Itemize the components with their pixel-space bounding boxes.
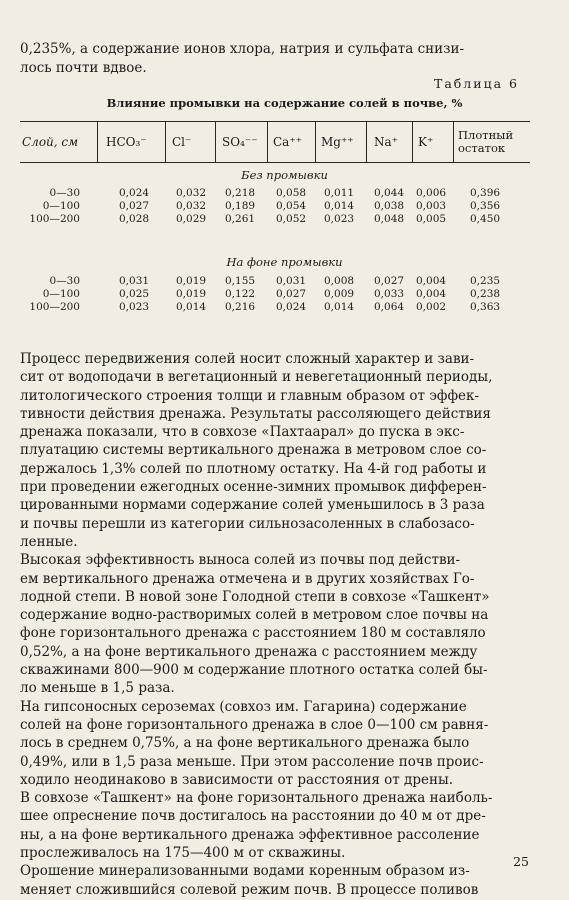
table-cell: 0,023 xyxy=(119,301,150,313)
table-cell: 0,450 xyxy=(470,213,501,225)
section-label-with-washing: На фоне промывки xyxy=(226,255,343,269)
text-line: шее опреснение почв достигалось на расстоянии до 40 м от дре- xyxy=(20,808,486,825)
table-cell: 0,029 xyxy=(176,213,207,225)
text-line: 0,49%, или в 1,5 раза меньше. При этом рассоление почв проис- xyxy=(20,753,484,770)
column-na xyxy=(374,187,404,226)
table-cell: 0—100 xyxy=(42,200,80,212)
table-cell: 0,261 xyxy=(225,213,256,225)
column-ca xyxy=(276,275,306,314)
column-na xyxy=(374,275,404,314)
table-cell: 0,031 xyxy=(276,275,307,287)
table-cell: 0,006 xyxy=(416,187,447,199)
column-dry-residue xyxy=(470,187,500,226)
column-cl xyxy=(176,275,206,314)
column-header-cl: Cl⁻ xyxy=(172,135,192,149)
text-line: сит от водоподачи в вегетационный и невегетационный периоды, xyxy=(20,369,493,386)
section-label-no-washing: Без промывки xyxy=(241,168,328,182)
text-line: тивности действия дренажа. Результаты рассоляющего действия xyxy=(20,405,491,422)
table-cell: 0,014 xyxy=(324,301,355,313)
column-header-so4: SO₄⁻⁻ xyxy=(222,135,258,149)
table-cell: 0,014 xyxy=(176,301,207,313)
page-number: 25 xyxy=(513,854,529,869)
text-line: при проведении ежегодных осенне-зимних промывок дифферен- xyxy=(20,479,487,496)
table-cell: 0,019 xyxy=(176,288,207,300)
table-cell: 0,024 xyxy=(276,301,307,313)
text-line: ходило неодинаково в зависимости от расстояния от дрены. xyxy=(20,771,453,788)
table-cell: 0,032 xyxy=(176,187,207,199)
table-cell: 0,363 xyxy=(470,301,501,313)
text-line: прослеживалось на 175—400 м от скважины. xyxy=(20,845,346,862)
table-number: Таблица 6 xyxy=(433,76,519,91)
table-cell: 0,122 xyxy=(225,288,256,300)
column-divider xyxy=(215,122,216,162)
column-header-k: K⁺ xyxy=(418,135,434,149)
text-line: 0,52%, а на фоне вертикального дренажа с расстоянием между xyxy=(20,643,478,660)
text-line: держалось 1,3% солей по плотному остатку. На 4-й год работы и xyxy=(20,460,487,477)
column-k xyxy=(416,275,446,314)
table-cell: 0,064 xyxy=(374,301,405,313)
table-cell: 0,024 xyxy=(119,187,150,199)
table-cell: 0,019 xyxy=(176,275,207,287)
text-line: 0,235%, а содержание ионов хлора, натрия и сульфата снизи- xyxy=(20,41,465,57)
column-hco3 xyxy=(119,275,149,314)
column-mg xyxy=(324,275,354,314)
table-cell: 100—200 xyxy=(29,213,80,225)
table-cell: 0,011 xyxy=(324,187,355,199)
text-line: ло меньше в 1,5 раза. xyxy=(20,680,175,697)
text-line: В совхозе «Ташкент» на фоне горизонтального дренажа наиболь- xyxy=(20,790,493,807)
text-line: скважинами 800—900 м содержание плотного остатка солей бы- xyxy=(20,662,488,679)
column-so4 xyxy=(225,187,255,226)
table-title: Влияние промывки на содержание солей в почве, % xyxy=(106,96,463,110)
table-cell: 0,218 xyxy=(225,187,256,199)
table-cell: 0,396 xyxy=(470,187,501,199)
table-cell: 0,027 xyxy=(276,288,307,300)
table-header-rule xyxy=(20,162,530,163)
column-divider xyxy=(97,122,98,162)
text-line: содержание водно-растворимых солей в метровом слое почвы на xyxy=(20,607,489,624)
column-layer xyxy=(20,275,80,314)
table-cell: 0,052 xyxy=(276,213,307,225)
column-layer xyxy=(20,187,80,226)
text-line: ны, а на фоне вертикального дренажа эффективное рассоление xyxy=(20,826,480,843)
table-cell: 0—100 xyxy=(42,288,80,300)
table-cell: 0,044 xyxy=(374,187,405,199)
table-cell: 0,005 xyxy=(416,213,447,225)
table-cell: 0,027 xyxy=(374,275,405,287)
table-cell: 0,038 xyxy=(374,200,405,212)
table-cell: 0,014 xyxy=(324,200,355,212)
column-divider xyxy=(165,122,166,162)
text-line: Высокая эффективность выноса солей из почвы под действи- xyxy=(20,552,461,569)
body-text xyxy=(20,350,532,899)
column-header-hco3: HCO₃⁻ xyxy=(106,135,147,149)
table-cell: 0,031 xyxy=(119,275,150,287)
text-line: меняет сложившийся солевой режим почв. В процессе поливов xyxy=(20,881,479,898)
table-cell: 0,033 xyxy=(374,288,405,300)
text-line: Орошение минерализованными водами коренным образом из- xyxy=(20,863,470,880)
table-cell: 0,008 xyxy=(324,275,355,287)
table-cell: 0,155 xyxy=(225,275,256,287)
table-cell: 100—200 xyxy=(29,301,80,313)
text-line: и почвы перешли из категории сильнозасоленных в слабозасо- xyxy=(20,515,475,532)
table-cell: 0,009 xyxy=(324,288,355,300)
table-cell: 0,027 xyxy=(119,200,150,212)
table-cell: 0,023 xyxy=(324,213,355,225)
table-cell: 0,003 xyxy=(416,200,447,212)
table-cell: 0,058 xyxy=(276,187,307,199)
text-line: лось в среднем 0,75%, а на фоне вертикального дренажа было xyxy=(20,735,470,752)
table-cell: 0,048 xyxy=(374,213,405,225)
table-cell: 0,054 xyxy=(276,200,307,212)
text-line: дренажа показали, что в совхозе «Пахтаарал» до пуска в экс- xyxy=(20,424,465,441)
text-line: литологического строения толщи и главным образом от эффек- xyxy=(20,387,479,404)
text-line: плуатацию системы вертикального дренажа в метровом слое со- xyxy=(20,442,487,459)
text-line: лось почти вдвое. xyxy=(20,60,147,76)
table-cell: 0,189 xyxy=(225,200,256,212)
table-cell: 0—30 xyxy=(49,275,80,287)
table-cell: 0,216 xyxy=(225,301,256,313)
table-cell: 0,032 xyxy=(176,200,207,212)
column-mg xyxy=(324,187,354,226)
column-divider xyxy=(412,122,413,162)
intro-paragraph xyxy=(20,40,530,78)
table-cell: 0,238 xyxy=(470,288,501,300)
table-cell: 0,004 xyxy=(416,288,447,300)
column-divider xyxy=(315,122,316,162)
text-line: солей на фоне горизонтального дренажа в слое 0—100 см равня- xyxy=(20,716,489,733)
column-k xyxy=(416,187,446,226)
column-cl xyxy=(176,187,206,226)
column-divider xyxy=(267,122,268,162)
text-line: лодной степи. В новой зоне Голодной степи в совхозе «Ташкент» xyxy=(20,588,490,605)
column-so4 xyxy=(225,275,255,314)
table-cell: 0,002 xyxy=(416,301,447,313)
text-line: ленные. xyxy=(20,533,78,550)
text-line: ем вертикального дренажа отмечена и в других хозяйствах Го- xyxy=(20,570,475,587)
column-header-layer: Слой, см xyxy=(22,135,79,149)
column-dry-residue xyxy=(470,275,500,314)
table-cell: 0,235 xyxy=(470,275,501,287)
table-cell: 0—30 xyxy=(49,187,80,199)
table-cell: 0,004 xyxy=(416,275,447,287)
column-hco3 xyxy=(119,187,149,226)
column-divider xyxy=(366,122,367,162)
text-line: На гипсоносных сероземах (совхоз им. Гагарина) содержание xyxy=(20,698,467,715)
column-header-mg: Mg⁺⁺ xyxy=(321,135,354,149)
text-line: цированными нормами содержание солей уменьшилось в 3 раза xyxy=(20,497,485,514)
table-cell: 0,025 xyxy=(119,288,150,300)
table-cell: 0,028 xyxy=(119,213,150,225)
column-header-dry-residue: Плотный остаток xyxy=(458,128,514,155)
column-header-na: Na⁺ xyxy=(374,135,398,149)
text-line: фоне горизонтального дренажа с расстоянием 180 м составляло xyxy=(20,625,486,642)
column-divider xyxy=(453,122,454,162)
column-header-ca: Ca⁺⁺ xyxy=(273,135,303,149)
column-ca xyxy=(276,187,306,226)
text-line: Процесс передвижения солей носит сложный характер и зави- xyxy=(20,351,475,367)
table-cell: 0,356 xyxy=(470,200,501,212)
